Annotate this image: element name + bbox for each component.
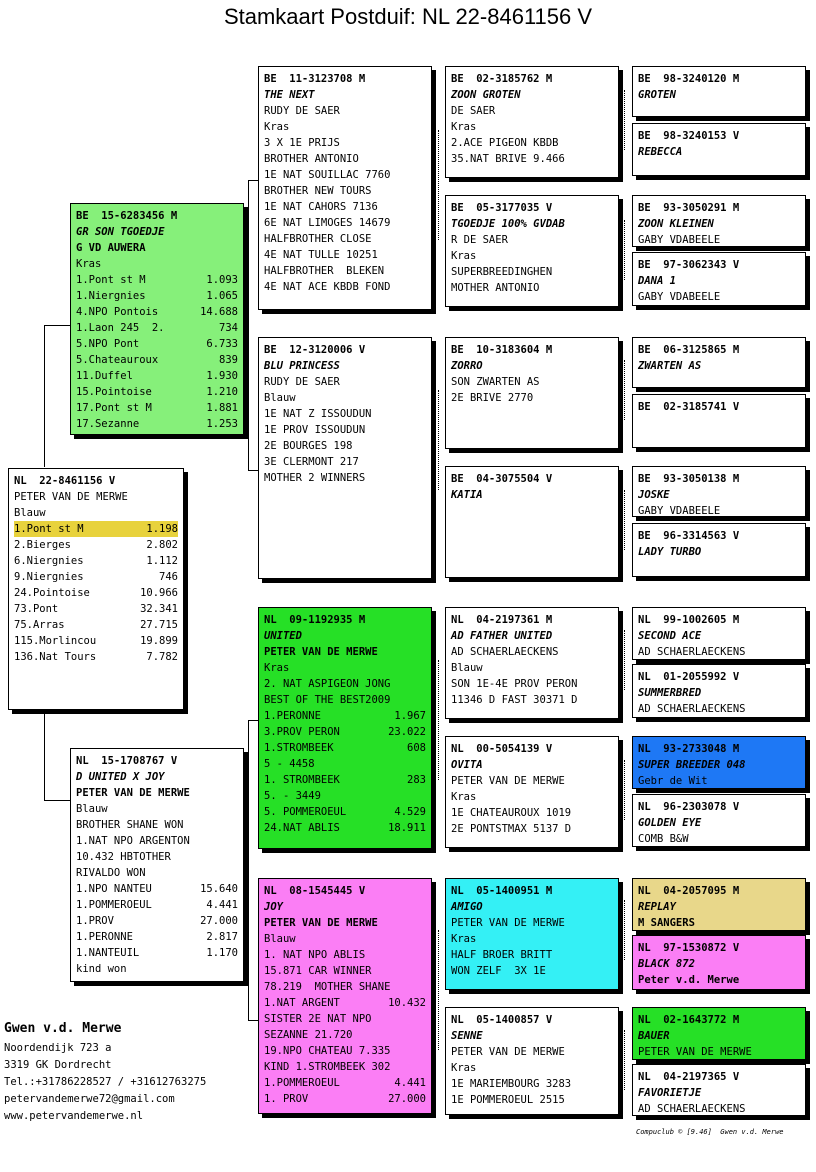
result-row: 1. PROV 27.000	[264, 1093, 426, 1105]
pigeon-card-gen5-4[interactable]	[632, 337, 806, 388]
connector-line	[44, 325, 45, 467]
card-line: SUPERBREEDINGHEN	[451, 266, 553, 278]
address-line: Noordendijk 723 a	[4, 1042, 112, 1054]
card-line: HALFBROTHER CLOSE	[264, 233, 372, 245]
pigeon-name: ZOON GROTEN	[451, 89, 521, 101]
card-line: BROTHER NEW TOURS	[264, 185, 372, 197]
result-row: 2.Bierges 2.802	[14, 539, 178, 551]
result-row: 75.Arras 27.715	[14, 619, 178, 631]
owner-name: R DE SAER	[451, 234, 508, 246]
ring-number: NL 04-2057095 M	[638, 885, 740, 897]
ring-number: BE 98-3240153 V	[638, 130, 740, 142]
owner-name: GABY VDABEELE	[638, 234, 721, 246]
pigeon-name: OVITA	[451, 759, 483, 771]
pigeon-card-gen5-3[interactable]	[632, 252, 806, 306]
pigeon-name: GR SON TGOEDJE	[76, 226, 165, 238]
bracket-line	[624, 90, 625, 150]
pigeon-card-gen5-9[interactable]	[632, 664, 806, 718]
pigeon-card-gen4-5[interactable]	[445, 736, 619, 848]
connector-line	[44, 710, 45, 800]
breeder-name: Gwen v.d. Merwe	[4, 1021, 122, 1036]
pigeon-card-gen5-7[interactable]	[632, 523, 806, 577]
color-label: Blauw	[76, 803, 108, 815]
connector-line	[248, 180, 249, 470]
ring-number: BE 04-3075504 V	[451, 473, 553, 485]
ring-number: NL 97-1530872 V	[638, 942, 740, 954]
ring-number: NL 15-1708767 V	[76, 755, 178, 767]
result-row: 5.Chateauroux 839	[76, 354, 238, 366]
connector-line	[248, 1020, 258, 1021]
owner-name: PETER VAN DE MERWE	[264, 646, 378, 658]
result-row-highlight: 1.Pont st M 1.198	[14, 523, 178, 535]
connector-line	[248, 180, 258, 181]
ring-number: NL 05-1400951 M	[451, 885, 553, 897]
email-link[interactable]: petervandemerwe72@gmail.com	[4, 1093, 175, 1105]
color-label: Kras	[264, 121, 290, 133]
card-line: BROTHER SHANE WON	[76, 819, 184, 831]
ring-number: BE 05-3177035 V	[451, 202, 553, 214]
pigeon-card-gen5-14[interactable]	[632, 1007, 806, 1060]
card-line: 15.871 CAR WINNER	[264, 965, 372, 977]
result-row: KIND 1.STROMBEEK 302	[264, 1061, 391, 1073]
pigeon-card-gen5-15[interactable]	[632, 1064, 806, 1116]
color-label: Kras	[451, 1062, 477, 1074]
owner-name: Peter v.d. Merwe	[638, 974, 740, 986]
pigeon-card-dam[interactable]	[70, 748, 244, 982]
owner-name: AD SCHAERLAECKENS	[638, 1103, 746, 1115]
ring-number: NL 09-1192935 M	[264, 614, 366, 626]
owner-name: PETER VAN DE MERWE	[76, 787, 190, 799]
bracket-line	[624, 490, 625, 550]
pigeon-card-gen5-10[interactable]	[632, 736, 806, 789]
owner-name: AD SCHAERLAECKENS	[451, 646, 559, 658]
ring-number: BE 02-3185741 V	[638, 401, 740, 413]
pigeon-card-sire[interactable]	[70, 203, 244, 435]
ring-number: NL 04-2197361 M	[451, 614, 553, 626]
pigeon-name: JOY	[264, 901, 283, 913]
result-row: 11.Duffel 1.930	[76, 370, 238, 382]
color-label: Kras	[264, 662, 290, 674]
bracket-line	[624, 1030, 625, 1090]
card-line: 4E NAT ACE KBDB FOND	[264, 281, 391, 293]
card-line: 1.NAT NPO ARGENTON	[76, 835, 190, 847]
color-label: Kras	[451, 250, 477, 262]
connector-line	[248, 720, 249, 1020]
connector-line	[44, 325, 70, 326]
card-line: 2E BOURGES 198	[264, 440, 353, 452]
card-line: 1E POMMEROEUL 2515	[451, 1094, 565, 1106]
card-line: 4E NAT TULLE 10251	[264, 249, 378, 261]
pigeon-name: AMIGO	[451, 901, 483, 913]
pigeon-card-gen4-6[interactable]	[445, 878, 619, 990]
result-row: 1.PERONNE 1.967	[264, 710, 426, 722]
ring-number: NL 02-1643772 M	[638, 1014, 740, 1026]
owner-name: PETER VAN DE MERWE	[451, 917, 565, 929]
result-row: 15.Pointoise 1.210	[76, 386, 238, 398]
result-row: 1.PROV 27.000	[76, 915, 238, 927]
pigeon-name: ZOON KLEINEN	[638, 218, 714, 230]
result-row: 5. - 3449	[264, 790, 321, 802]
card-line: 2E PONTSTMAX 5137 D	[451, 823, 572, 835]
owner-name: PETER VAN DE MERWE	[638, 1046, 752, 1058]
result-row: 1.Niergnies 1.065	[76, 290, 238, 302]
pigeon-card-gen5-2[interactable]	[632, 195, 806, 247]
card-line: WON ZELF 3X 1E	[451, 965, 546, 977]
pigeon-name: DANA 1	[638, 275, 676, 287]
pigeon-card-gen3-0[interactable]	[258, 66, 432, 310]
bracket-line	[438, 660, 439, 780]
ring-number: BE 93-3050291 M	[638, 202, 740, 214]
pigeon-name: SECOND ACE	[638, 630, 702, 642]
result-row: 1. STROMBEEK 283	[264, 774, 426, 786]
result-row: 1.POMMEROEUL 4.441	[76, 899, 238, 911]
pigeon-name: BLACK 872	[638, 958, 695, 970]
card-line: SON 1E-4E PROV PERON	[451, 678, 578, 690]
result-row: 24.Pointoise 10.966	[14, 587, 178, 599]
result-row: 17.Sezanne 1.253	[76, 418, 238, 430]
owner-name: PETER VAN DE MERWE	[264, 917, 378, 929]
page-title: Stamkaart Postduif: NL 22-8461156 V	[223, 4, 593, 29]
result-row: 1.Laon 245 2. 734	[76, 322, 238, 334]
card-line: 3E CLERMONT 217	[264, 456, 359, 468]
pigeon-name: REBECCA	[638, 146, 683, 158]
pigeon-card-gen4-3[interactable]	[445, 466, 619, 578]
card-line: 1E PROV ISSOUDUN	[264, 424, 366, 436]
card-line: 35.NAT BRIVE 9.466	[451, 153, 565, 165]
software-credit: Compuclub © [9.46] Gwen v.d. Merwe	[636, 1128, 784, 1136]
pigeon-name: THE NEXT	[264, 89, 315, 101]
result-row: 1.NPO NANTEU 15.640	[76, 883, 238, 895]
pigeon-card-gen5-0[interactable]	[632, 66, 806, 117]
owner-name: GABY VDABEELE	[638, 291, 721, 303]
result-row: SEZANNE 21.720	[264, 1029, 353, 1041]
bracket-line	[624, 630, 625, 690]
result-row: 73.Pont 32.341	[14, 603, 178, 615]
pigeon-card-gen5-12[interactable]	[632, 878, 806, 931]
pigeon-card-gen4-7[interactable]	[445, 1007, 619, 1115]
pigeon-name: ZWARTEN AS	[638, 360, 702, 372]
connector-line	[248, 720, 258, 721]
card-line: 6E NAT LIMOGES 14679	[264, 217, 391, 229]
card-line: BROTHER ANTONIO	[264, 153, 359, 165]
pigeon-card-gen5-11[interactable]	[632, 794, 806, 847]
card-line: RIVALDO WON	[76, 867, 146, 879]
breeder-contact	[4, 1018, 206, 1125]
ring-number: NL 04-2197365 V	[638, 1071, 740, 1083]
ring-number: BE 10-3183604 M	[451, 344, 553, 356]
ring-number: NL 22-8461156 V	[14, 475, 116, 487]
pigeon-card-gen4-4[interactable]	[445, 607, 619, 719]
address-line: 3319 GK Dordrecht	[4, 1059, 112, 1071]
result-row: 4.NPO Pontois 14.688	[76, 306, 238, 318]
card-line: BEST OF THE BEST2009	[264, 694, 391, 706]
owner-name: G VD AUWERA	[76, 242, 146, 254]
bracket-line	[438, 390, 439, 490]
color-label: Kras	[451, 933, 477, 945]
owner-name: PETER VAN DE MERWE	[451, 775, 565, 787]
card-line: 1E MARIEMBOURG 3283	[451, 1078, 572, 1090]
card-line: 2.ACE PIGEON KBDB	[451, 137, 559, 149]
owner-name: GABY VDABEELE	[638, 505, 721, 517]
connector-line	[44, 800, 70, 801]
card-line: SON ZWARTEN AS	[451, 376, 540, 388]
card-line: 1E NAT Z ISSOUDUN	[264, 408, 372, 420]
card-line: 1. NAT NPO ABLIS	[264, 949, 366, 961]
bracket-line	[624, 220, 625, 280]
owner-name: RUDY DE SAER	[264, 105, 340, 117]
owner-name: Gebr de Wit	[638, 775, 708, 787]
result-row: 1.Pont st M 1.093	[76, 274, 238, 286]
pigeon-name: GROTEN	[638, 89, 676, 101]
pigeon-name: BLU PRINCESS	[264, 360, 340, 372]
bracket-line	[624, 900, 625, 960]
result-row: 1.POMMEROEUL 4.441	[264, 1077, 426, 1089]
owner-name: AD SCHAERLAECKENS	[638, 646, 746, 658]
result-row: 1.PERONNE 2.817	[76, 931, 238, 943]
owner-name: PETER VAN DE MERWE	[14, 491, 128, 503]
pigeon-card-gen5-13[interactable]	[632, 935, 806, 990]
pigeon-name: JOSKE	[638, 489, 670, 501]
pigeon-card-gen3-2[interactable]	[258, 607, 432, 849]
ring-number: BE 06-3125865 M	[638, 344, 740, 356]
result-row: 5. POMMEROEUL 4.529	[264, 806, 426, 818]
pigeon-name: BAUER	[638, 1030, 670, 1042]
card-line: MOTHER ANTONIO	[451, 282, 540, 294]
ring-number: BE 96-3314563 V	[638, 530, 740, 542]
owner-name: COMB B&W	[638, 833, 689, 845]
pigeon-card-gen3-3[interactable]	[258, 878, 432, 1114]
result-row: 19.NPO CHATEAU 7.335	[264, 1045, 391, 1057]
connector-line	[248, 470, 258, 471]
ring-number: BE 97-3062343 V	[638, 259, 740, 271]
ring-number: BE 15-6283456 M	[76, 210, 178, 222]
pigeon-name: SUPER BREEDER 048	[638, 759, 746, 771]
pigeon-name: FAVORIETJE	[638, 1087, 702, 1099]
pigeon-name: REPLAY	[638, 901, 676, 913]
pigeon-card-gen4-1[interactable]	[445, 195, 619, 307]
pigeon-name: SENNE	[451, 1030, 483, 1042]
pigeon-name: D UNITED X JOY	[76, 771, 165, 783]
pigeon-card-gen3-1[interactable]	[258, 337, 432, 579]
result-row: 5 - 4458	[264, 758, 315, 770]
result-row: 1.STROMBEEK 608	[264, 742, 426, 754]
color-label: Blauw	[264, 392, 296, 404]
pigeon-name: TGOEDJE 100% GVDAB	[451, 218, 565, 230]
card-line: 1E NAT CAHORS 7136	[264, 201, 378, 213]
card-line: 2. NAT ASPIGEON JONG	[264, 678, 391, 690]
pigeon-card-gen4-0[interactable]	[445, 66, 619, 178]
color-label: Kras	[451, 121, 477, 133]
bracket-line	[624, 360, 625, 420]
ring-number: NL 99-1002605 M	[638, 614, 740, 626]
result-row: 1.NAT ARGENT 10.432	[264, 997, 426, 1009]
ring-number: BE 02-3185762 M	[451, 73, 553, 85]
ring-number: NL 08-1545445 V	[264, 885, 366, 897]
pigeon-card-gen4-2[interactable]	[445, 337, 619, 449]
result-row: 6.Niergnies 1.112	[14, 555, 178, 567]
card-line: 10.432 HBTOTHER	[76, 851, 171, 863]
owner-name: M SANGERS	[638, 917, 695, 929]
color-label: Kras	[451, 791, 477, 803]
pigeon-card-gen5-6[interactable]	[632, 466, 806, 517]
ring-number: NL 00-5054139 V	[451, 743, 553, 755]
owner-name: AD SCHAERLAECKENS	[638, 703, 746, 715]
pigeon-name: UNITED	[264, 630, 302, 642]
ring-number: NL 05-1400857 V	[451, 1014, 553, 1026]
card-line: 1E NAT SOUILLAC 7760	[264, 169, 391, 181]
pigeon-name: KATIA	[451, 489, 483, 501]
card-line: 78.219 MOTHER SHANE	[264, 981, 391, 993]
pigeon-card-gen5-1[interactable]	[632, 123, 806, 176]
color-label: Blauw	[14, 507, 46, 519]
color-label: Blauw	[264, 933, 296, 945]
card-line: HALFBROTHER BLEKEN	[264, 265, 385, 277]
card-line: 3 X 1E PRIJS	[264, 137, 340, 149]
result-row: SISTER 2E NAT NPO	[264, 1013, 372, 1025]
pigeon-card-root[interactable]	[8, 468, 184, 710]
phone-line: Tel.:+31786228527 / +31612763275	[4, 1076, 207, 1088]
result-row: 17.Pont st M 1.881	[76, 402, 238, 414]
owner-name: DE SAER	[451, 105, 496, 117]
pigeon-name: AD FATHER UNITED	[451, 630, 553, 642]
pigeon-name: ZORRO	[451, 360, 483, 372]
card-line: MOTHER 2 WINNERS	[264, 472, 366, 484]
pigeon-name: GOLDEN EYE	[638, 817, 702, 829]
bracket-line	[438, 130, 439, 240]
pigeon-card-gen5-8[interactable]	[632, 607, 806, 660]
pigeon-name: LADY TURBO	[638, 546, 702, 558]
result-row: 5.NPO Pont 6.733	[76, 338, 238, 350]
website-link[interactable]: www.petervandemerwe.nl	[4, 1110, 144, 1122]
result-row: 1.NANTEUIL 1.170	[76, 947, 238, 959]
result-row: 136.Nat Tours 7.782	[14, 651, 178, 663]
card-line: 2E BRIVE 2770	[451, 392, 534, 404]
ring-number: BE 12-3120006 V	[264, 344, 366, 356]
result-row: 3.PROV PERON 23.022	[264, 726, 426, 738]
owner-name: PETER VAN DE MERWE	[451, 1046, 565, 1058]
owner-name: RUDY DE SAER	[264, 376, 340, 388]
color-label: Blauw	[451, 662, 483, 674]
bracket-line	[438, 930, 439, 1050]
card-line: kind won	[76, 963, 127, 975]
pigeon-name: SUMMERBRED	[638, 687, 702, 699]
bracket-line	[624, 760, 625, 820]
result-row: 24.NAT ABLIS 18.911	[264, 822, 426, 834]
pigeon-card-gen5-5[interactable]	[632, 394, 806, 448]
color-label: Kras	[76, 258, 102, 270]
ring-number: BE 93-3050138 M	[638, 473, 740, 485]
ring-number: NL 96-2303078 V	[638, 801, 740, 813]
ring-number: NL 01-2055992 V	[638, 671, 740, 683]
card-line: 1E CHATEAUROUX 1019	[451, 807, 572, 819]
ring-number: BE 11-3123708 M	[264, 73, 366, 85]
result-row: 115.Morlincou 19.899	[14, 635, 178, 647]
card-line: HALF BROER BRITT	[451, 949, 553, 961]
card-line: 11346 D FAST 30371 D	[451, 694, 578, 706]
result-row: 9.Niergnies 746	[14, 571, 178, 583]
ring-number: NL 93-2733048 M	[638, 743, 740, 755]
ring-number: BE 98-3240120 M	[638, 73, 740, 85]
